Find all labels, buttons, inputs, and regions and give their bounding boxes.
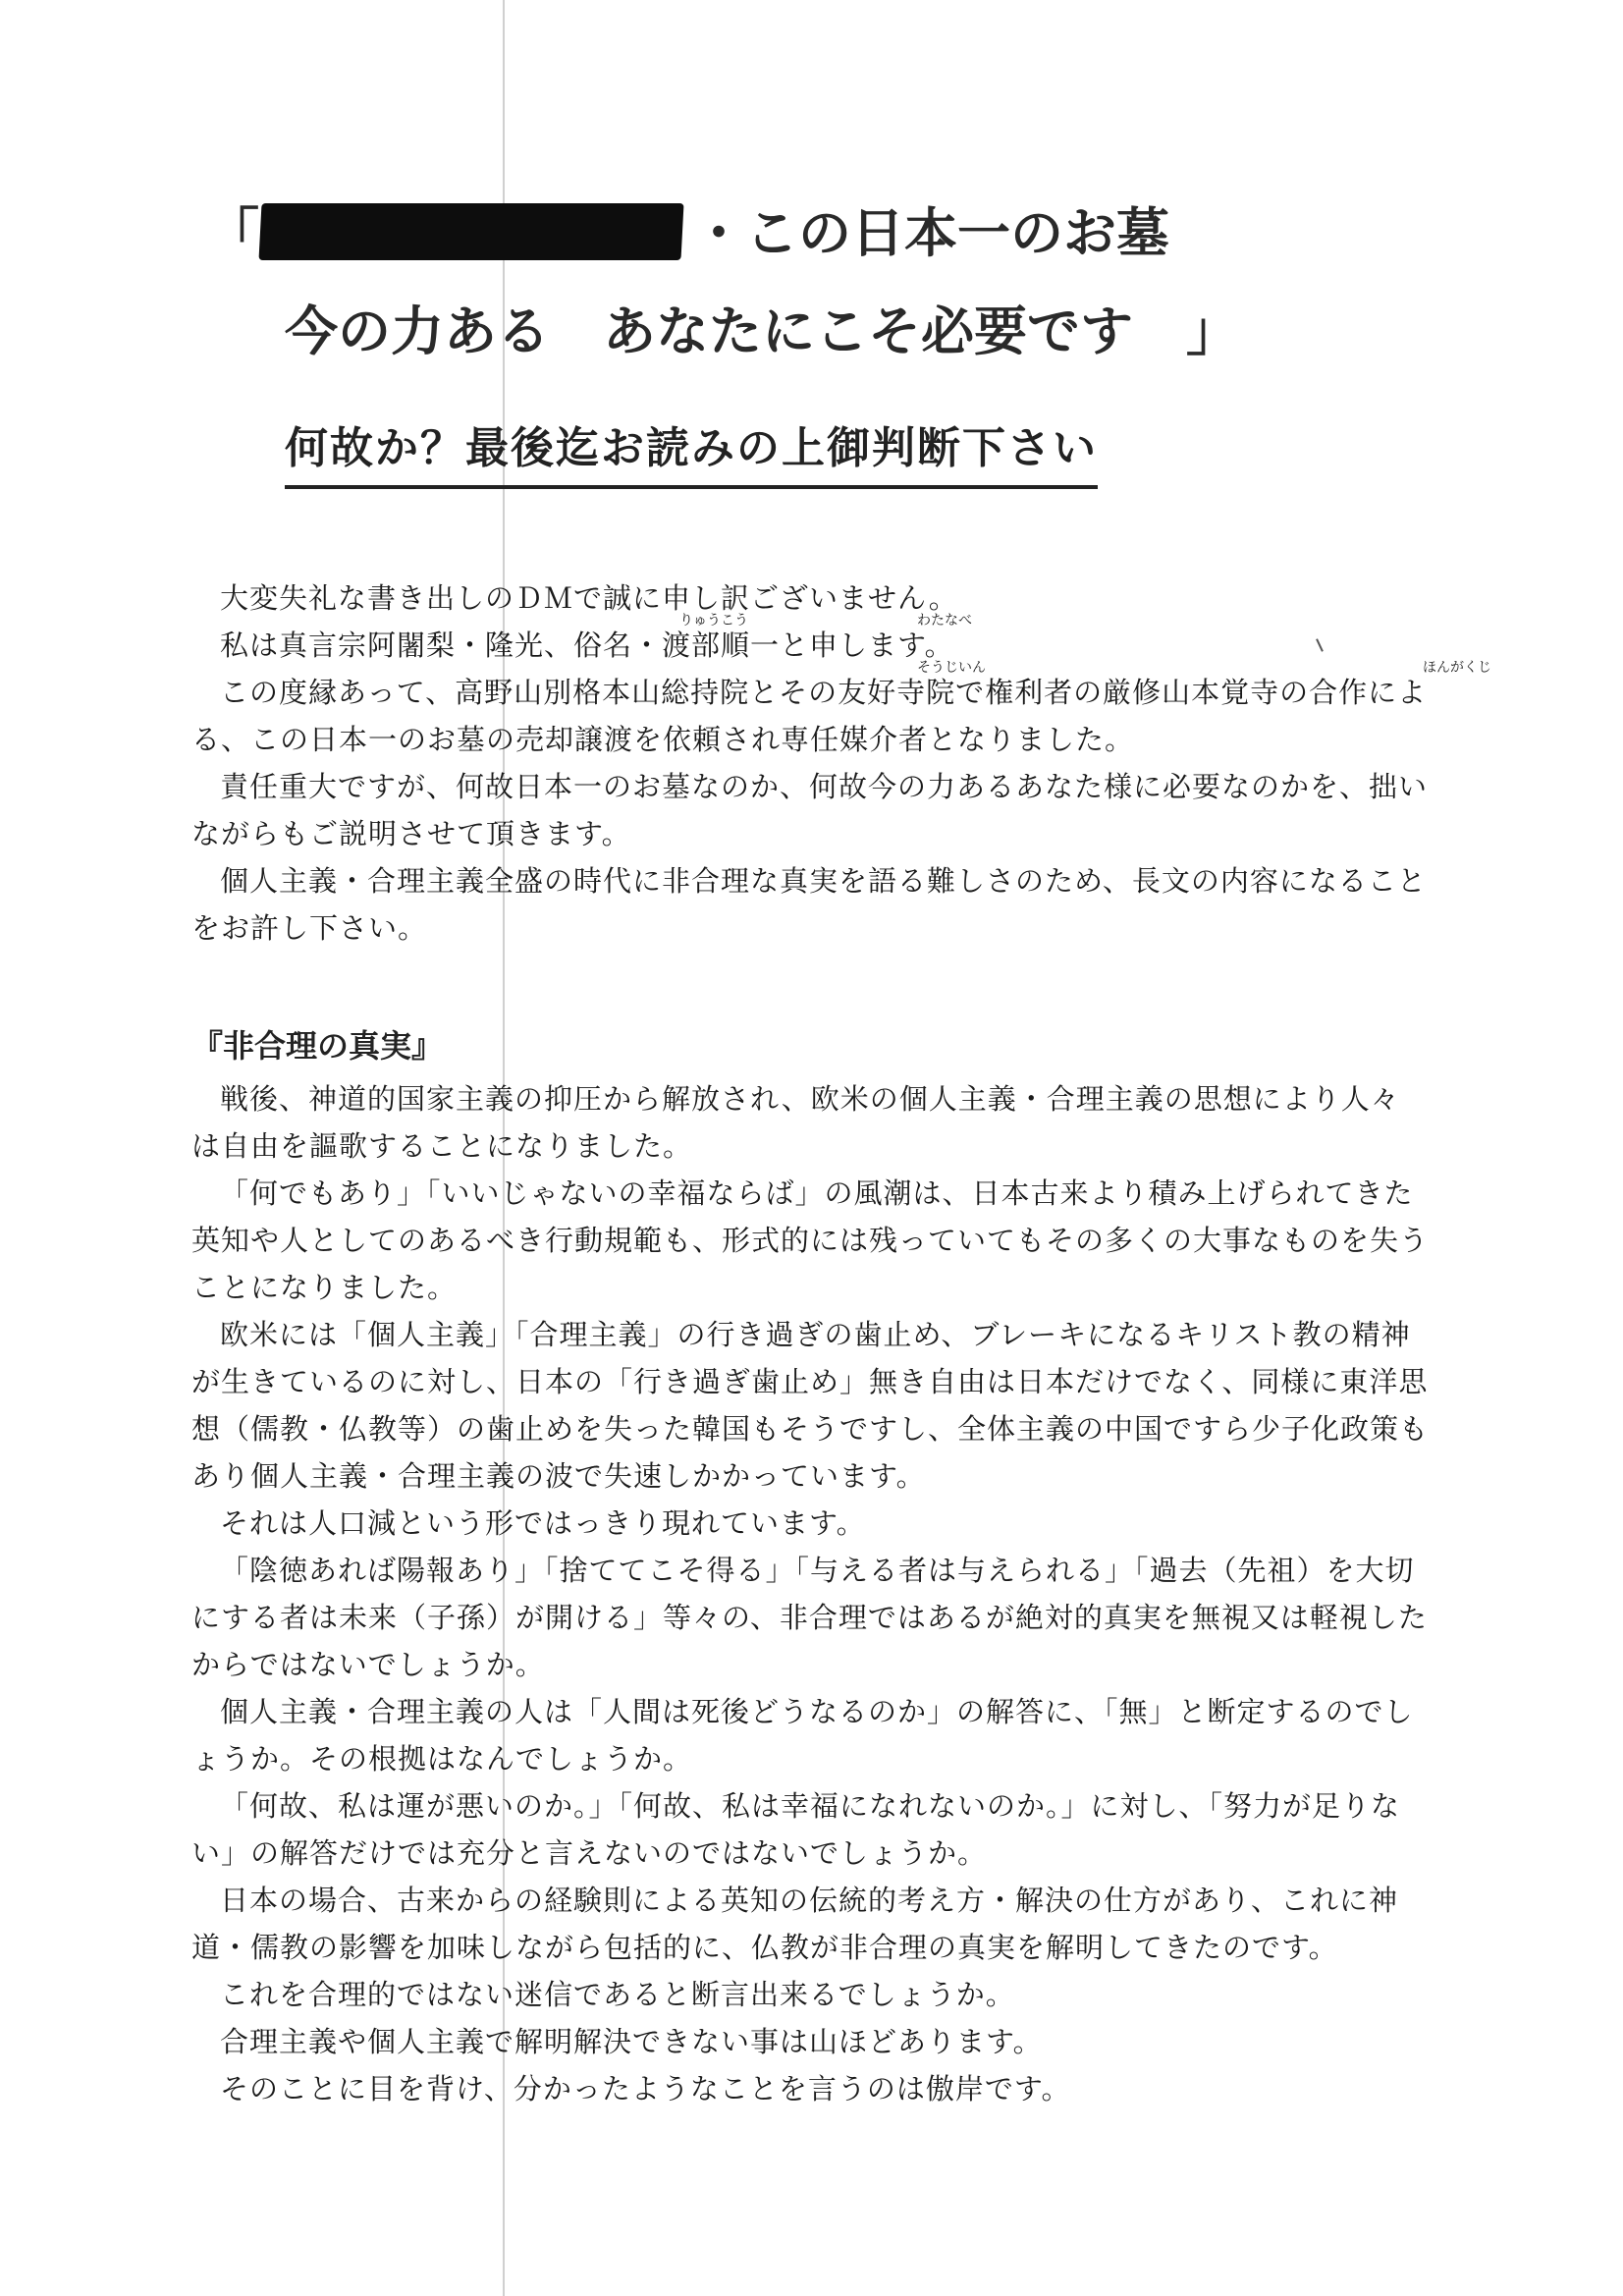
intro-paragraph-text: 私は真言宗阿闍梨・隆光、俗名・渡部順一と申します。 [220, 629, 954, 662]
intro-section [191, 574, 1491, 952]
intro-paragraph: 個人主義・合理主義全盛の時代に非合理な真実を語る難しさのため、長文の内容になることをお許し下さい。 [191, 864, 1427, 945]
headline-open-bracket: 「 [206, 202, 259, 264]
intro-paragraph-text: この度縁あって、高野山別格本山総持院とその友好寺院で権利者の厳修山本覚寺の合作による、この日本一のお墓の売却譲渡を依頼され専任媒介者となりました。 [191, 676, 1428, 756]
intro-paragraph [191, 613, 1429, 669]
body-paragraph: 「何でもあり」「いいじゃないの幸福ならば」の風潮は、日本古来より積み上げられてきた英知や人としてのあるべき行動規範も、形式的には残っていてもその多くの大事なものを失うことになりました。 [191, 1176, 1430, 1304]
ruby-soujiin: そうじいん [917, 660, 986, 676]
ruby-ryuko: りゅうこう [679, 613, 748, 629]
body-paragraph: 日本の場合、古来からの経験則による英知の伝統的考え方・解決の仕方があり、これに神道・儒教の影響を加味しながら包括的に、仏教が非合理の真実を解明してきたのです。 [191, 1884, 1399, 1964]
body-paragraph: 「何故、私は運が悪いのか。」「何故、私は幸福になれないのか。」に対し、「努力が足りない」の解答だけでは充分と言えないのではないでしょうか。 [191, 1789, 1401, 1870]
body-paragraph: 欧米には「個人主義」「合理主義」の行き過ぎの歯止め、ブレーキになるキリスト教の精神が生きているのに対し、日本の「行き過ぎ歯止め」無き自由は日本だけでなく、同様に東洋思想（儒教・仏教等）の歯止めを失った韓国もそうですし、全体主義の中国ですら少子化政策もあり個人主義・合理主義の波で失速しかかっています。 [191, 1318, 1430, 1493]
body-paragraph: そのことに目を背け、分かったようなことを言うのは傲岸です。 [220, 2072, 1071, 2105]
headline-line-1-text: ・この日本一のお墓 [692, 202, 1169, 264]
body-paragraph: それは人口減という形ではっきり現れています。 [220, 1506, 866, 1540]
body-paragraph: 合理主義や個人主義で解明解決できない事は山ほどあります。 [220, 2025, 1043, 2058]
headline-line-2: 今の力ある あなたにこそ必要です 」 [285, 301, 1239, 362]
intro-paragraph [191, 660, 1491, 763]
body-section [191, 1075, 1429, 2112]
ruby-watanabe: わたなべ [917, 613, 972, 629]
intro-paragraph: 責任重大ですが、何故日本一のお墓なのか、何故今の力あるあなた様に必要なのかを、拙いながらもご説明させて頂きます。 [191, 770, 1429, 850]
ruby-hongakuji: ほんがくじ [1423, 660, 1491, 676]
subtitle: 何故か？最後迄お読みの上御判断下さい [285, 412, 1098, 489]
body-paragraph: 「陰徳あれば陽報あり」「捨ててこそ得る」「与える者は与えられる」「過去（先祖）を大切にする者は未来（子孫）が開ける」等々の、非合理ではあるが絶対的真実を無視又は軽視したからではないでしょうか。 [191, 1554, 1428, 1681]
body-paragraph: 戦後、神道的国家主義の抑圧から解放され、欧米の個人主義・合理主義の思想により人々は自由を謳歌することになりました。 [191, 1082, 1400, 1163]
body-paragraph: 個人主義・合理主義の人は「人間は死後どうなるのか」の解答に、「無」と断定するのでしょうか。その根拠はなんでしょうか。 [191, 1695, 1414, 1776]
body-paragraph: これを合理的ではない迷信であると断言出来るでしょうか。 [220, 1978, 1015, 2011]
section-heading: 『非合理の真実』 [191, 1027, 444, 1065]
intro-paragraph: 大変失礼な書き出しのＤＭで誠に申し訳ございません。 [220, 581, 958, 615]
redaction-mark [258, 203, 683, 260]
